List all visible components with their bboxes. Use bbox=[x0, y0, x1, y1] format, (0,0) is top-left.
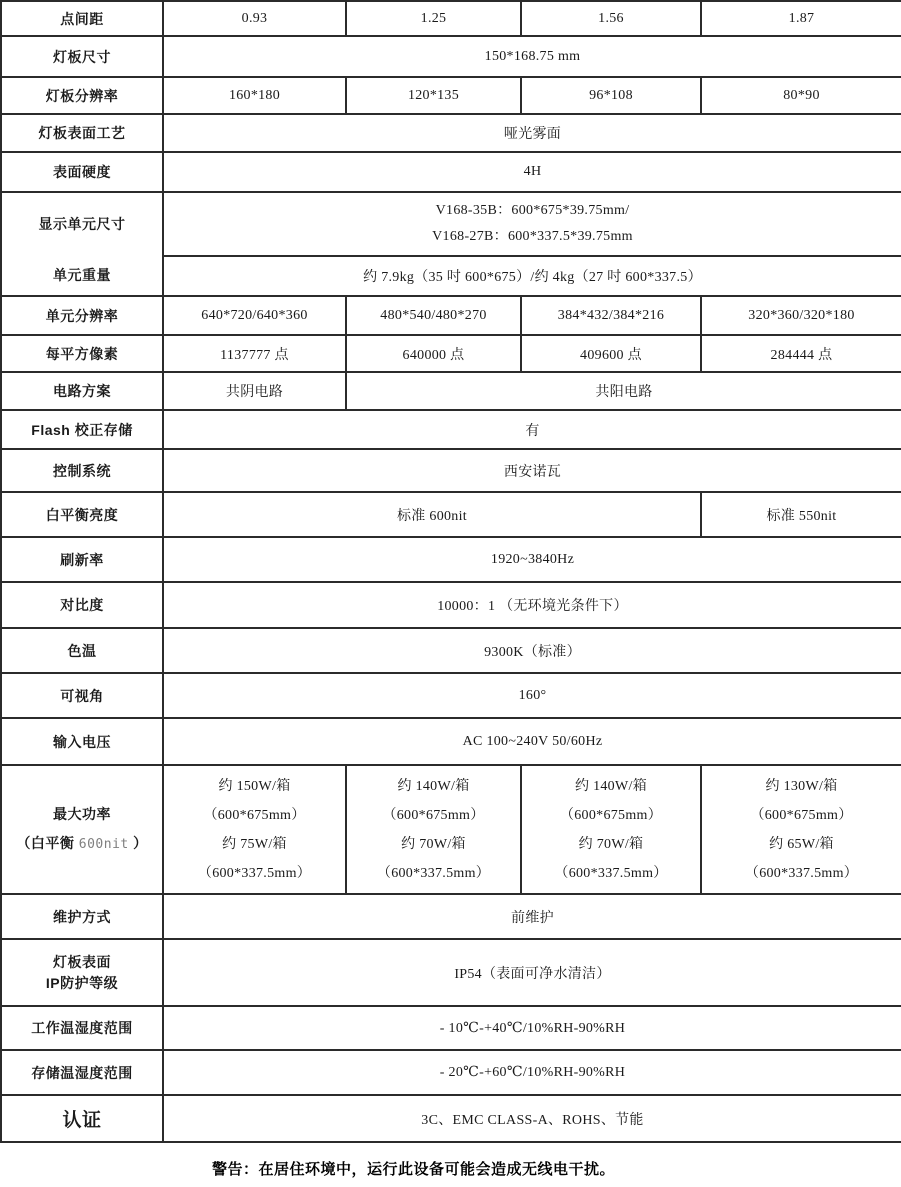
max-power-4-line4: （600*337.5mm） bbox=[744, 865, 859, 881]
row-board-resolution bbox=[1, 77, 901, 114]
surface-hardness-label: 表面硬度 bbox=[1, 152, 163, 192]
max-power-label bbox=[1, 765, 163, 894]
max-power-3-line2: （600*675mm） bbox=[559, 807, 663, 823]
pixels-per-sqm-value-4: 284444 点 bbox=[701, 335, 901, 372]
max-power-1-line3: 约 75W/箱 bbox=[222, 836, 287, 852]
refresh-rate-value: 1920~3840Hz bbox=[163, 537, 901, 582]
pixels-per-sqm-value-2: 640000 点 bbox=[346, 335, 521, 372]
board-resolution-label: 灯板分辨率 bbox=[1, 77, 163, 114]
row-color-temp bbox=[1, 628, 901, 673]
operating-temp-value: - 10℃-+40℃/10%RH-90%RH bbox=[163, 1006, 901, 1050]
row-pixels-per-sqm bbox=[1, 335, 901, 372]
board-resolution-value-3: 96*108 bbox=[521, 77, 701, 114]
row-storage-temp bbox=[1, 1050, 901, 1095]
refresh-rate-label: 刷新率 bbox=[1, 537, 163, 582]
row-pitch bbox=[1, 1, 901, 36]
max-power-2-line3: 约 70W/箱 bbox=[401, 836, 466, 852]
surface-process-value: 哑光雾面 bbox=[163, 114, 901, 152]
board-size-value: 150*168.75 mm bbox=[163, 36, 901, 77]
unit-size-value-line2: V168-27B：600*337.5*39.75mm bbox=[432, 229, 633, 244]
max-power-2-line2: （600*675mm） bbox=[382, 807, 485, 823]
unit-resolution-label: 单元分辨率 bbox=[1, 296, 163, 335]
row-surface-hardness bbox=[1, 152, 901, 192]
input-voltage-value: AC 100~240V 50/60Hz bbox=[163, 718, 901, 765]
contrast-label: 对比度 bbox=[1, 582, 163, 628]
max-power-cell-4 bbox=[701, 765, 901, 894]
unit-size-label: 显示单元尺寸 bbox=[38, 216, 126, 232]
row-contrast bbox=[1, 582, 901, 628]
certification-label: 认证 bbox=[1, 1095, 163, 1142]
surface-hardness-value: 4H bbox=[163, 152, 901, 192]
max-power-label-line1: 最大功率 bbox=[53, 806, 111, 822]
pitch-value-1: 0.93 bbox=[163, 1, 346, 36]
pixels-per-sqm-label: 每平方像素 bbox=[1, 335, 163, 372]
pitch-value-2: 1.25 bbox=[346, 1, 521, 36]
max-power-4-line3: 约 65W/箱 bbox=[769, 836, 834, 852]
color-temp-label: 色温 bbox=[1, 628, 163, 673]
flash-label: Flash 校正存储 bbox=[1, 410, 163, 449]
unit-resolution-value-1: 640*720/640*360 bbox=[163, 296, 346, 335]
pitch-value-3: 1.56 bbox=[521, 1, 701, 36]
max-power-2-line4: （600*337.5mm） bbox=[376, 865, 491, 881]
pixels-per-sqm-value-3: 409600 点 bbox=[521, 335, 701, 372]
flash-value: 有 bbox=[163, 410, 901, 449]
row-flash bbox=[1, 410, 901, 449]
pixels-per-sqm-value-1: 1137777 点 bbox=[163, 335, 346, 372]
max-power-cell-3 bbox=[521, 765, 701, 894]
pitch-value-4: 1.87 bbox=[701, 1, 901, 36]
max-power-cell-1 bbox=[163, 765, 346, 894]
max-power-1-line1: 约 150W/箱 bbox=[218, 778, 291, 794]
surface-process-label: 灯板表面工艺 bbox=[1, 114, 163, 152]
row-input-voltage bbox=[1, 718, 901, 765]
color-temp-value: 9300K（标准） bbox=[163, 628, 901, 673]
circuit-label: 电路方案 bbox=[1, 372, 163, 410]
row-ip-rating bbox=[1, 939, 901, 1006]
storage-temp-label: 存储温湿度范围 bbox=[1, 1050, 163, 1095]
unit-resolution-value-3: 384*432/384*216 bbox=[521, 296, 701, 335]
viewing-angle-label: 可视角 bbox=[1, 673, 163, 718]
max-power-1-line4: （600*337.5mm） bbox=[197, 865, 312, 881]
maintenance-value: 前维护 bbox=[163, 894, 901, 939]
input-voltage-label: 输入电压 bbox=[1, 718, 163, 765]
unit-size-value-line1: V168-35B：600*675*39.75mm/ bbox=[435, 203, 630, 218]
row-operating-temp bbox=[1, 1006, 901, 1050]
circuit-value-col1: 共阴电路 bbox=[163, 372, 346, 410]
control-system-label: 控制系统 bbox=[1, 449, 163, 492]
max-power-cell-2 bbox=[346, 765, 521, 894]
max-power-label-line2: （白平衡 600nit ） bbox=[16, 835, 148, 852]
ip-rating-label bbox=[1, 939, 163, 1006]
unit-weight-label: 单元重量 bbox=[53, 267, 111, 283]
board-size-label: 灯板尺寸 bbox=[1, 36, 163, 77]
row-maintenance bbox=[1, 894, 901, 939]
operating-temp-label: 工作温湿度范围 bbox=[1, 1006, 163, 1050]
row-max-power bbox=[1, 765, 901, 894]
max-power-3-line3: 约 70W/箱 bbox=[578, 836, 644, 852]
row-unit-resolution bbox=[1, 296, 901, 335]
max-power-4-line2: （600*675mm） bbox=[750, 807, 853, 823]
row-certification bbox=[1, 1095, 901, 1142]
unit-size-weight-label-cell bbox=[1, 192, 163, 296]
control-system-value: 西安诺瓦 bbox=[163, 449, 901, 492]
board-resolution-value-1: 160*180 bbox=[163, 77, 346, 114]
row-refresh-rate bbox=[1, 537, 901, 582]
white-balance-brightness-last: 标准 550nit bbox=[701, 492, 901, 537]
max-power-4-line1: 约 130W/箱 bbox=[765, 778, 838, 794]
certification-value: 3C、EMC CLASS-A、ROHS、节能 bbox=[163, 1095, 901, 1142]
circuit-value-rest: 共阳电路 bbox=[346, 372, 901, 410]
max-power-2-line1: 约 140W/箱 bbox=[397, 778, 470, 794]
pitch-label: 点间距 bbox=[1, 1, 163, 36]
row-board-size bbox=[1, 36, 901, 77]
white-balance-brightness-label: 白平衡亮度 bbox=[1, 492, 163, 537]
ip-rating-label-line1: 灯板表面 bbox=[53, 953, 111, 970]
maintenance-label: 维护方式 bbox=[1, 894, 163, 939]
board-resolution-value-4: 80*90 bbox=[701, 77, 901, 114]
ip-rating-label-line2: IP防护等级 bbox=[45, 974, 119, 991]
unit-resolution-value-2: 480*540/480*270 bbox=[346, 296, 521, 335]
max-power-nit-value: 600nit bbox=[78, 837, 129, 852]
board-resolution-value-2: 120*135 bbox=[346, 77, 521, 114]
storage-temp-value: - 20℃-+60℃/10%RH-90%RH bbox=[163, 1050, 901, 1095]
unit-weight-value: 约 7.9kg（35 吋 600*675）/约 4kg（27 吋 600*337.5） bbox=[163, 256, 901, 296]
warning-text: 警告：在居住环境中，运行此设备可能会造成无线电干扰。 bbox=[211, 1161, 615, 1178]
max-power-3-line1: 约 140W/箱 bbox=[574, 778, 647, 794]
max-power-1-line2: （600*675mm） bbox=[203, 807, 306, 823]
row-white-balance-brightness bbox=[1, 492, 901, 537]
row-surface-process bbox=[1, 114, 901, 152]
row-control-system bbox=[1, 449, 901, 492]
row-circuit bbox=[1, 372, 901, 410]
max-power-3-line4: （600*337.5mm） bbox=[554, 865, 668, 881]
contrast-value: 10000：1 （无环境光条件下） bbox=[163, 582, 901, 628]
white-balance-brightness-main: 标准 600nit bbox=[163, 492, 701, 537]
row-viewing-angle bbox=[1, 673, 901, 718]
row-unit-size bbox=[1, 192, 901, 256]
unit-size-value bbox=[163, 192, 901, 256]
viewing-angle-value: 160° bbox=[163, 673, 901, 718]
ip-rating-value: IP54（表面可净水清洁） bbox=[163, 939, 901, 1006]
unit-resolution-value-4: 320*360/320*180 bbox=[701, 296, 901, 335]
